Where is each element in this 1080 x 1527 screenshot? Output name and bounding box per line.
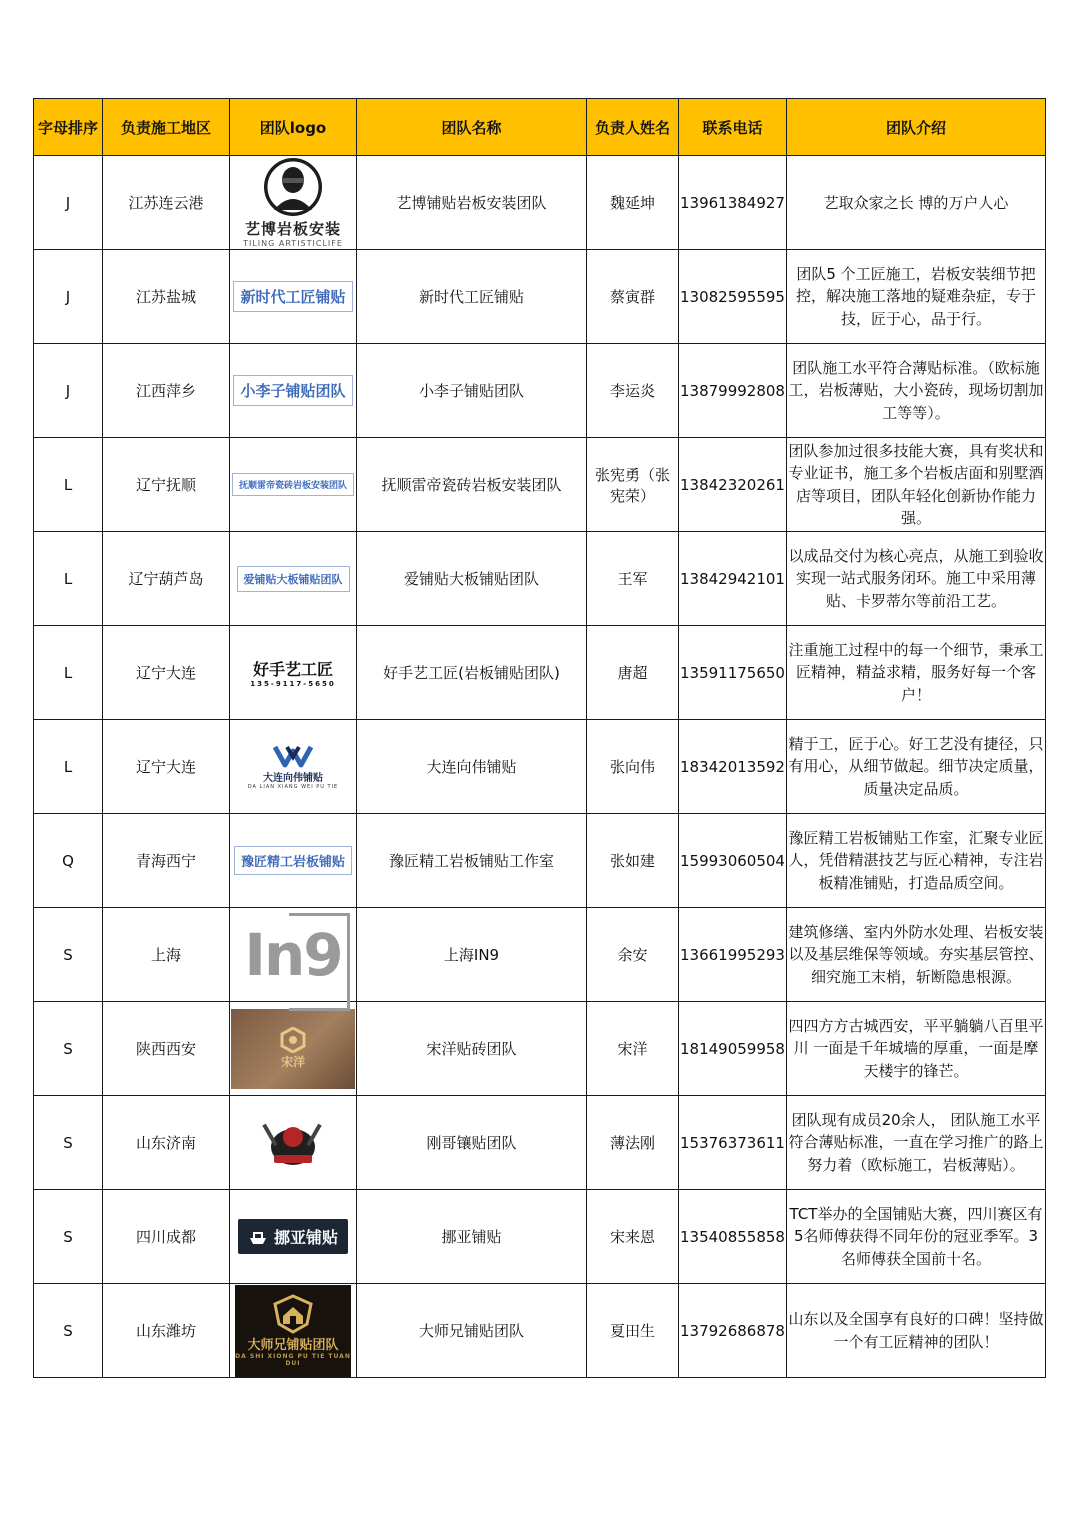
logo-cell <box>230 156 357 250</box>
logo-cell <box>230 532 357 626</box>
intro-cell: 豫匠精工岩板铺贴工作室，汇聚专业匠人，凭借精湛技艺与匠心精神，专注岩板精准铺贴，打造品质空间。 <box>787 814 1046 908</box>
team-logo: 小李子铺贴团队 <box>233 375 352 406</box>
header-team-name: 团队名称 <box>357 99 587 156</box>
header-region: 负责施工地区 <box>103 99 230 156</box>
logo-subtitle: TILING ARTISTICLIFE <box>243 238 343 248</box>
letter-cell: L <box>34 532 103 626</box>
letter-cell: L <box>34 438 103 532</box>
table-row <box>34 156 1046 250</box>
letter-cell: J <box>34 250 103 344</box>
team-name-cell: 好手艺工匠(岩板铺贴团队) <box>357 626 587 720</box>
phone-cell: 13879992808 <box>679 344 787 438</box>
letter-cell: L <box>34 720 103 814</box>
team-logo <box>230 1096 356 1189</box>
team-table <box>33 98 1046 1378</box>
leader-cell: 蔡寅群 <box>587 250 679 344</box>
leader-cell: 唐超 <box>587 626 679 720</box>
header-leader: 负责人姓名 <box>587 99 679 156</box>
leader-cell: 宋来恩 <box>587 1190 679 1284</box>
logo-title: 艺博岩板安装 <box>244 219 341 238</box>
logo-cell <box>230 626 357 720</box>
table-row <box>34 344 1046 438</box>
team-logo: 抚顺雷帝瓷砖岩板安装团队 <box>232 473 354 496</box>
logo-title: 宋洋 <box>280 1055 305 1069</box>
leader-cell: 薄法刚 <box>587 1096 679 1190</box>
team-table-sheet <box>33 98 1045 1378</box>
phone-cell: 13082595595 <box>679 250 787 344</box>
team-name-cell: 挪亚铺贴 <box>357 1190 587 1284</box>
table-row <box>34 1096 1046 1190</box>
header-letter: 字母排序 <box>34 99 103 156</box>
intro-cell: 四四方方古城西安，平平躺躺八百里平川 一面是千年城墙的厚重，一面是摩天楼宇的锋芒。 <box>787 1002 1046 1096</box>
phone-cell: 18149059958 <box>679 1002 787 1096</box>
header-row <box>34 99 1046 156</box>
team-name-cell: 大师兄铺贴团队 <box>357 1284 587 1378</box>
header-intro: 团队介绍 <box>787 99 1046 156</box>
leader-cell: 魏延坤 <box>587 156 679 250</box>
region-cell: 辽宁大连 <box>103 626 230 720</box>
phone-cell: 13842320261 <box>679 438 787 532</box>
intro-cell: 团队现有成员20余人， 团队施工水平符合薄贴标准，一直在学习推广的路上努力着（欧标施工，岩板薄贴）。 <box>787 1096 1046 1190</box>
letter-cell: L <box>34 626 103 720</box>
table-row <box>34 250 1046 344</box>
team-name-cell: 大连向伟铺贴 <box>357 720 587 814</box>
intro-cell: 艺取众家之长 博的万户人心 <box>787 156 1046 250</box>
logo-cell <box>230 1190 357 1284</box>
team-logo: 豫匠精工岩板铺贴 <box>234 846 352 875</box>
team-name-cell: 爱铺贴大板铺贴团队 <box>357 532 587 626</box>
phone-cell: 18342013592 <box>679 720 787 814</box>
team-name-cell: 艺博铺贴岩板安装团队 <box>357 156 587 250</box>
logo-title: 挪亚铺贴 <box>273 1228 338 1247</box>
phone-cell: 13792686878 <box>679 1284 787 1378</box>
team-logo <box>235 1285 351 1377</box>
leader-cell: 张如建 <box>587 814 679 908</box>
region-cell: 上海 <box>103 908 230 1002</box>
team-logo <box>244 921 341 989</box>
team-name-cell: 宋洋贴砖团队 <box>357 1002 587 1096</box>
table-row <box>34 1284 1046 1378</box>
letter-cell: J <box>34 344 103 438</box>
hexagon-emblem-icon <box>280 1027 306 1053</box>
intro-cell: 建筑修缮、室内外防水处理、岩板安装以及基层维保等领域。夯实基层管控、细究施工末梢，斩断隐患根源。 <box>787 908 1046 1002</box>
table-row <box>34 532 1046 626</box>
region-cell: 陕西西安 <box>103 1002 230 1096</box>
leader-cell: 张宪勇（张宪荣） <box>587 438 679 532</box>
phone-cell: 13591175650 <box>679 626 787 720</box>
logo-cell <box>230 908 357 1002</box>
logo-subtitle: DA LIAN XIANG WEI PU TIE <box>247 784 339 790</box>
logo-title: 大师兄铺贴团队 <box>247 1338 339 1353</box>
team-logo <box>231 1009 355 1089</box>
team-name-cell: 刚哥镶贴团队 <box>357 1096 587 1190</box>
logo-cell <box>230 250 357 344</box>
team-logo: 爱铺贴大板铺贴团队 <box>237 566 350 592</box>
logo-subtitle: 135-9117-5650 <box>250 680 336 688</box>
letter-cell: S <box>34 1284 103 1378</box>
region-cell: 山东潍坊 <box>103 1284 230 1378</box>
man-with-sunglasses-icon <box>264 158 322 216</box>
letter-cell: S <box>34 1190 103 1284</box>
leader-cell: 王军 <box>587 532 679 626</box>
intro-cell: TCT举办的全国铺贴大赛，四川赛区有5名师傅获得不同年份的冠亚季军。3名师傅获全国前十名。 <box>787 1190 1046 1284</box>
logo-cell <box>230 1096 357 1190</box>
intro-cell: 团队施工水平符合薄贴标准。（欧标施工，岩板薄贴，大小瓷砖，现场切割加工等等）。 <box>787 344 1046 438</box>
table-row <box>34 720 1046 814</box>
logo-cell <box>230 814 357 908</box>
intro-cell: 团队5 个工匠施工，岩板安装细节把控，解决施工落地的疑难杂症，专于技，匠于心，品于行。 <box>787 250 1046 344</box>
team-logo <box>238 1219 348 1254</box>
logo-cell <box>230 344 357 438</box>
region-cell: 江苏连云港 <box>103 156 230 250</box>
letter-cell: J <box>34 156 103 250</box>
logo-title: 好手艺工匠 <box>252 660 333 679</box>
region-cell: 四川成都 <box>103 1190 230 1284</box>
intro-cell: 团队参加过很多技能大赛，具有奖状和专业证书，施工多个岩板店面和别墅酒店等项目，团队年轻化创新协作能力强。 <box>787 438 1046 532</box>
intro-cell: 山东以及全国享有良好的口碑！坚持做一个有工匠精神的团队！ <box>787 1284 1046 1378</box>
phone-cell: 13540855858 <box>679 1190 787 1284</box>
logo-cell <box>230 1002 357 1096</box>
table-row <box>34 908 1046 1002</box>
region-cell: 山东济南 <box>103 1096 230 1190</box>
region-cell: 青海西宁 <box>103 814 230 908</box>
logo-cell <box>230 720 357 814</box>
logo-title: In9 <box>244 920 342 989</box>
table-row <box>34 438 1046 532</box>
region-cell: 辽宁葫芦岛 <box>103 532 230 626</box>
ark-icon <box>248 1228 268 1246</box>
logo-subtitle: DA SHI XIONG PU TIE TUAN DUI <box>235 1353 351 1367</box>
team-name-cell: 小李子铺贴团队 <box>357 344 587 438</box>
letter-cell: S <box>34 1002 103 1096</box>
team-logo: 新时代工匠铺贴 <box>233 281 352 312</box>
team-name-cell: 豫匠精工岩板铺贴工作室 <box>357 814 587 908</box>
craftsman-mascot-icon <box>260 1117 326 1169</box>
leader-cell: 李运炎 <box>587 344 679 438</box>
table-row <box>34 1190 1046 1284</box>
logo-cell <box>230 438 357 532</box>
team-logo <box>250 657 335 688</box>
table-row <box>34 814 1046 908</box>
intro-cell: 以成品交付为核心亮点，从施工到验收实现一站式服务闭环。施工中采用薄贴、卡罗蒂尔等前沿工艺。 <box>787 532 1046 626</box>
phone-cell: 15376373611 <box>679 1096 787 1190</box>
letter-cell: S <box>34 908 103 1002</box>
table-row <box>34 1002 1046 1096</box>
region-cell: 江苏盐城 <box>103 250 230 344</box>
header-logo: 团队logo <box>230 99 357 156</box>
letter-cell: S <box>34 1096 103 1190</box>
header-phone: 联系电话 <box>679 99 787 156</box>
house-shield-icon <box>271 1294 315 1334</box>
team-name-cell: 上海IN9 <box>357 908 587 1002</box>
region-cell: 辽宁抚顺 <box>103 438 230 532</box>
phone-cell: 15993060504 <box>679 814 787 908</box>
leader-cell: 张向伟 <box>587 720 679 814</box>
leader-cell: 宋洋 <box>587 1002 679 1096</box>
leader-cell: 夏田生 <box>587 1284 679 1378</box>
phone-cell: 13842942101 <box>679 532 787 626</box>
logo-frame <box>289 913 350 1011</box>
region-cell: 江西萍乡 <box>103 344 230 438</box>
letter-cell: Q <box>34 814 103 908</box>
team-name-cell: 新时代工匠铺贴 <box>357 250 587 344</box>
phone-cell: 13961384927 <box>679 156 787 250</box>
team-logo <box>230 156 356 249</box>
phone-cell: 13661995293 <box>679 908 787 1002</box>
team-name-cell: 抚顺雷帝瓷砖岩板安装团队 <box>357 438 587 532</box>
double-v-icon <box>273 743 313 769</box>
logo-title: 大连向伟铺贴 <box>263 773 323 784</box>
leader-cell: 余安 <box>587 908 679 1002</box>
logo-cell <box>230 1284 357 1378</box>
team-logo <box>248 743 338 790</box>
intro-cell: 注重施工过程中的每一个细节，秉承工匠精神，精益求精，服务好每一个客户！ <box>787 626 1046 720</box>
region-cell: 辽宁大连 <box>103 720 230 814</box>
intro-cell: 精于工，匠于心。好工艺没有捷径，只有用心，从细节做起。细节决定质量，质量决定品质。 <box>787 720 1046 814</box>
table-row <box>34 626 1046 720</box>
